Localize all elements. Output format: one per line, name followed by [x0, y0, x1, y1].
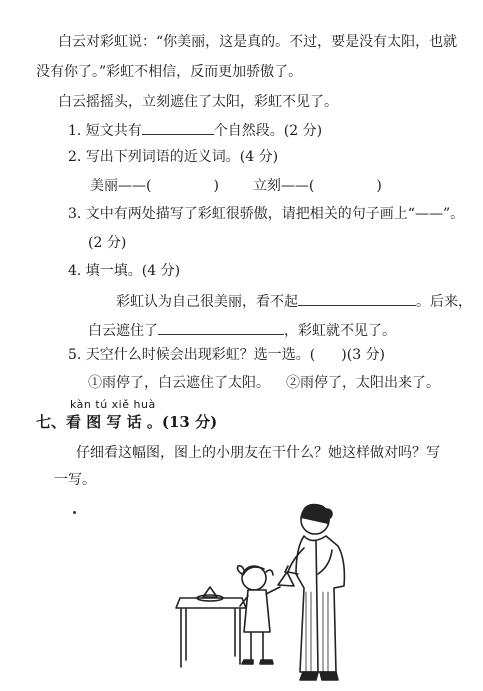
table-icon	[176, 587, 246, 667]
q5-option-1: ①雨停了，白云遮住了太阳。	[88, 375, 270, 391]
section-7-instruction-line-1: 仔细看这幅图，图上的小朋友在干什么？她这样做对吗？写	[76, 445, 440, 461]
synonym-word-1: 美丽——(	[90, 178, 152, 194]
question-3-line-2: (2 分)	[88, 235, 127, 251]
question-3-line-1: 3. 文中有两处描写了彩虹很骄傲，请把相关的句子画上“——”。	[68, 206, 465, 222]
passage-line-2: 没有你了。”彩虹不相信，反而更加骄傲了。	[36, 64, 303, 80]
section-7-pinyin: kàn tú xiě huà	[70, 398, 156, 411]
question-2: 2. 写出下列词语的近义词。(4 分)	[68, 149, 279, 165]
synonym-word-2: 立刻——(	[252, 178, 315, 194]
q5-option-2: ②雨停了，太阳出来了。	[286, 375, 440, 391]
q4-line2-prefix: 白云遮住了	[88, 323, 158, 339]
question-1-prefix: 1. 短文共有	[68, 123, 142, 139]
passage-line-1: 白云对彩虹说：“你美丽，这是真的。不过，要是没有太阳，也就	[58, 34, 458, 50]
girl-figure-icon	[238, 566, 295, 664]
question-1-suffix: 个自然段。(2 分)	[213, 123, 323, 139]
synonym-close-2: )	[376, 178, 382, 194]
q4-line2-suffix: ，彩虹就不见了。	[284, 323, 396, 339]
section-7-instruction-line-2: 一写。	[54, 472, 96, 488]
synonym-close-1: )	[213, 178, 219, 194]
section-7-heading: 七、看 图 写 话 。(13 分)	[36, 413, 218, 431]
passage-paragraph-2: 白云摇摇头，立刻遮住了太阳，彩虹不见了。	[58, 94, 338, 110]
question-4: 4. 填一填。(4 分)	[68, 263, 181, 279]
q4-line1-suffix: 。后来，	[416, 294, 472, 310]
woman-figure-icon	[288, 505, 344, 681]
q5-prefix: 5. 天空什么时候会出现彩虹？选一选。(	[68, 347, 316, 363]
q4-line1-prefix: 彩虹认为自己很美丽，看不起	[116, 294, 298, 310]
q5-suffix: )(3 分)	[341, 347, 386, 363]
